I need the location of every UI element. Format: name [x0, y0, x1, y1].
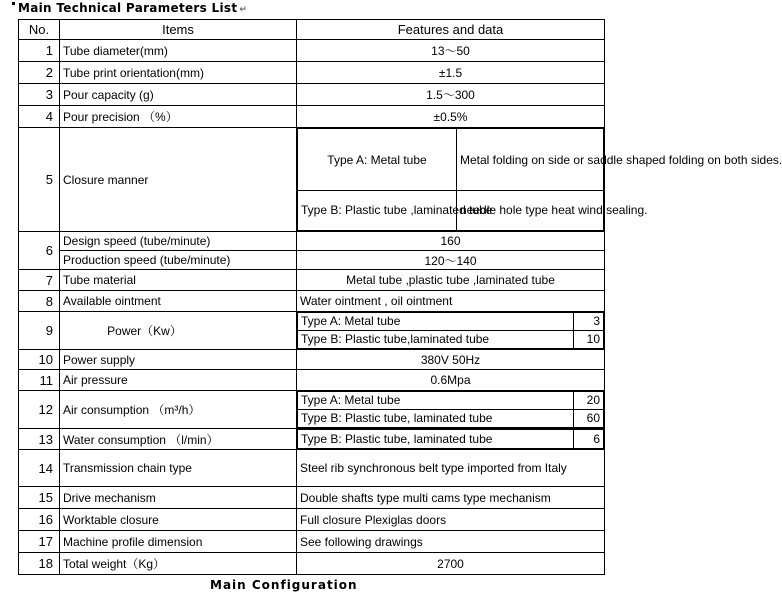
- row-number: 3: [19, 84, 60, 106]
- table-row: [19, 553, 605, 575]
- feature-value: ±1.5: [297, 62, 605, 84]
- table-row: [19, 251, 605, 270]
- table-row: [19, 487, 605, 509]
- feature-value: 13～50: [297, 40, 605, 62]
- closure-manner-cell: [297, 128, 782, 232]
- row-number: 5: [19, 128, 60, 232]
- table-row: [19, 62, 605, 84]
- parameters-table: [18, 19, 782, 575]
- type-b-description: needle hole type heat wind sealing.: [457, 191, 604, 231]
- power-cell: [297, 312, 605, 350]
- row-number: 15: [19, 487, 60, 509]
- feature-value: ±0.5%: [297, 106, 605, 128]
- water-consumption-subtable: [297, 429, 604, 449]
- row-number: 16: [19, 509, 60, 531]
- list-title-text: Main Technical Parameters List: [18, 1, 238, 15]
- type-b-label: Type B: Plastic tube, laminated tube: [298, 430, 574, 449]
- row-number: 12: [19, 391, 60, 429]
- table-row: [19, 531, 605, 553]
- feature-value: Water ointment , oil ointment: [297, 291, 605, 312]
- header-features: Features and data: [297, 20, 605, 40]
- header-items: Items: [60, 20, 297, 40]
- type-a-label: Type A: Metal tube: [298, 392, 574, 410]
- item-label: Tube diameter(mm): [60, 40, 297, 62]
- row-number: 7: [19, 270, 60, 291]
- feature-value: 0.6Mpa: [297, 370, 605, 391]
- closure-subtable: [297, 128, 782, 231]
- row-number: 8: [19, 291, 60, 312]
- table-row: [19, 312, 605, 350]
- feature-value: 1.5～300: [297, 84, 605, 106]
- type-b-value: 6: [574, 430, 604, 449]
- table-row: [19, 232, 605, 251]
- row-number: 9: [19, 312, 60, 350]
- feature-value: Full closure Plexiglas doors: [297, 509, 605, 531]
- row-number: 4: [19, 106, 60, 128]
- power-subtable: [297, 312, 604, 349]
- table-row: [19, 350, 605, 370]
- table-row: [19, 429, 605, 450]
- item-label: Pour precision （%）: [60, 106, 297, 128]
- row-number: 1: [19, 40, 60, 62]
- header-no: No.: [19, 20, 60, 40]
- feature-value: See following drawings: [297, 531, 605, 553]
- type-b-value: 60: [574, 410, 604, 428]
- item-label: Drive mechanism: [60, 487, 297, 509]
- paragraph-mark-icon: ↵: [239, 5, 248, 15]
- item-label: Water consumption （l/min）: [60, 429, 297, 450]
- item-label: Power supply: [60, 350, 297, 370]
- table-row: [19, 370, 605, 391]
- table-row: [19, 270, 605, 291]
- type-a-value: 20: [574, 392, 604, 410]
- row-number: 13: [19, 429, 60, 450]
- item-label: Machine profile dimension: [60, 531, 297, 553]
- feature-value: 160: [297, 232, 605, 251]
- item-label: Air pressure: [60, 370, 297, 391]
- item-label: Transmission chain type: [60, 450, 297, 487]
- item-label: Tube material: [60, 270, 297, 291]
- bullet-icon: [12, 2, 15, 5]
- feature-value: Metal tube ,plastic tube ,laminated tube: [297, 270, 605, 291]
- type-b-label: Type B: Plastic tube,laminated tube: [298, 331, 574, 349]
- type-b-label: Type B: Plastic tube ,laminated tube: [298, 191, 457, 231]
- item-label: Worktable closure: [60, 509, 297, 531]
- table-row: [19, 106, 605, 128]
- table-row: [19, 450, 605, 487]
- row-number: 10: [19, 350, 60, 370]
- row-number: 18: [19, 553, 60, 575]
- item-label: Air consumption （m³/h）: [60, 391, 297, 429]
- header-row: [19, 20, 605, 40]
- type-a-label: Type A: Metal tube: [298, 313, 574, 331]
- table-row: [19, 291, 605, 312]
- item-label: Power（Kw）: [60, 312, 297, 350]
- type-b-value: 10: [574, 331, 604, 349]
- row-number: 14: [19, 450, 60, 487]
- item-label: Total weight（Kg）: [60, 553, 297, 575]
- row-number: 2: [19, 62, 60, 84]
- table-row: [19, 40, 605, 62]
- next-section-heading: Main Configuration: [210, 578, 358, 592]
- table-row: [19, 391, 605, 429]
- item-label: Pour capacity (g): [60, 84, 297, 106]
- row-number: 17: [19, 531, 60, 553]
- type-a-label: Type A: Metal tube: [298, 129, 457, 191]
- water-consumption-cell: [297, 429, 605, 450]
- table-row: [19, 509, 605, 531]
- table-row: [19, 128, 605, 232]
- feature-value: 2700: [297, 553, 605, 575]
- type-b-label: Type B: Plastic tube, laminated tube: [298, 410, 574, 428]
- feature-value: 120～140: [297, 251, 605, 270]
- feature-value: Steel rib synchronous belt type imported from Italy: [297, 450, 605, 487]
- row-number: 6: [19, 232, 60, 270]
- air-consumption-subtable: [297, 391, 604, 428]
- air-consumption-cell: [297, 391, 605, 429]
- feature-value: Double shafts type multi cams type mechanism: [297, 487, 605, 509]
- list-title: [12, 1, 247, 15]
- item-label: Tube print orientation(mm): [60, 62, 297, 84]
- item-label: Closure manner: [60, 128, 297, 232]
- table-row: [19, 84, 605, 106]
- item-label: Production speed (tube/minute): [60, 251, 297, 270]
- item-label: Design speed (tube/minute): [60, 232, 297, 251]
- item-label: Available ointment: [60, 291, 297, 312]
- type-a-value: 3: [574, 313, 604, 331]
- feature-value: 380V 50Hz: [297, 350, 605, 370]
- row-number: 11: [19, 370, 60, 391]
- type-a-description: Metal folding on side or saddle shaped folding on both sides.: [457, 129, 604, 191]
